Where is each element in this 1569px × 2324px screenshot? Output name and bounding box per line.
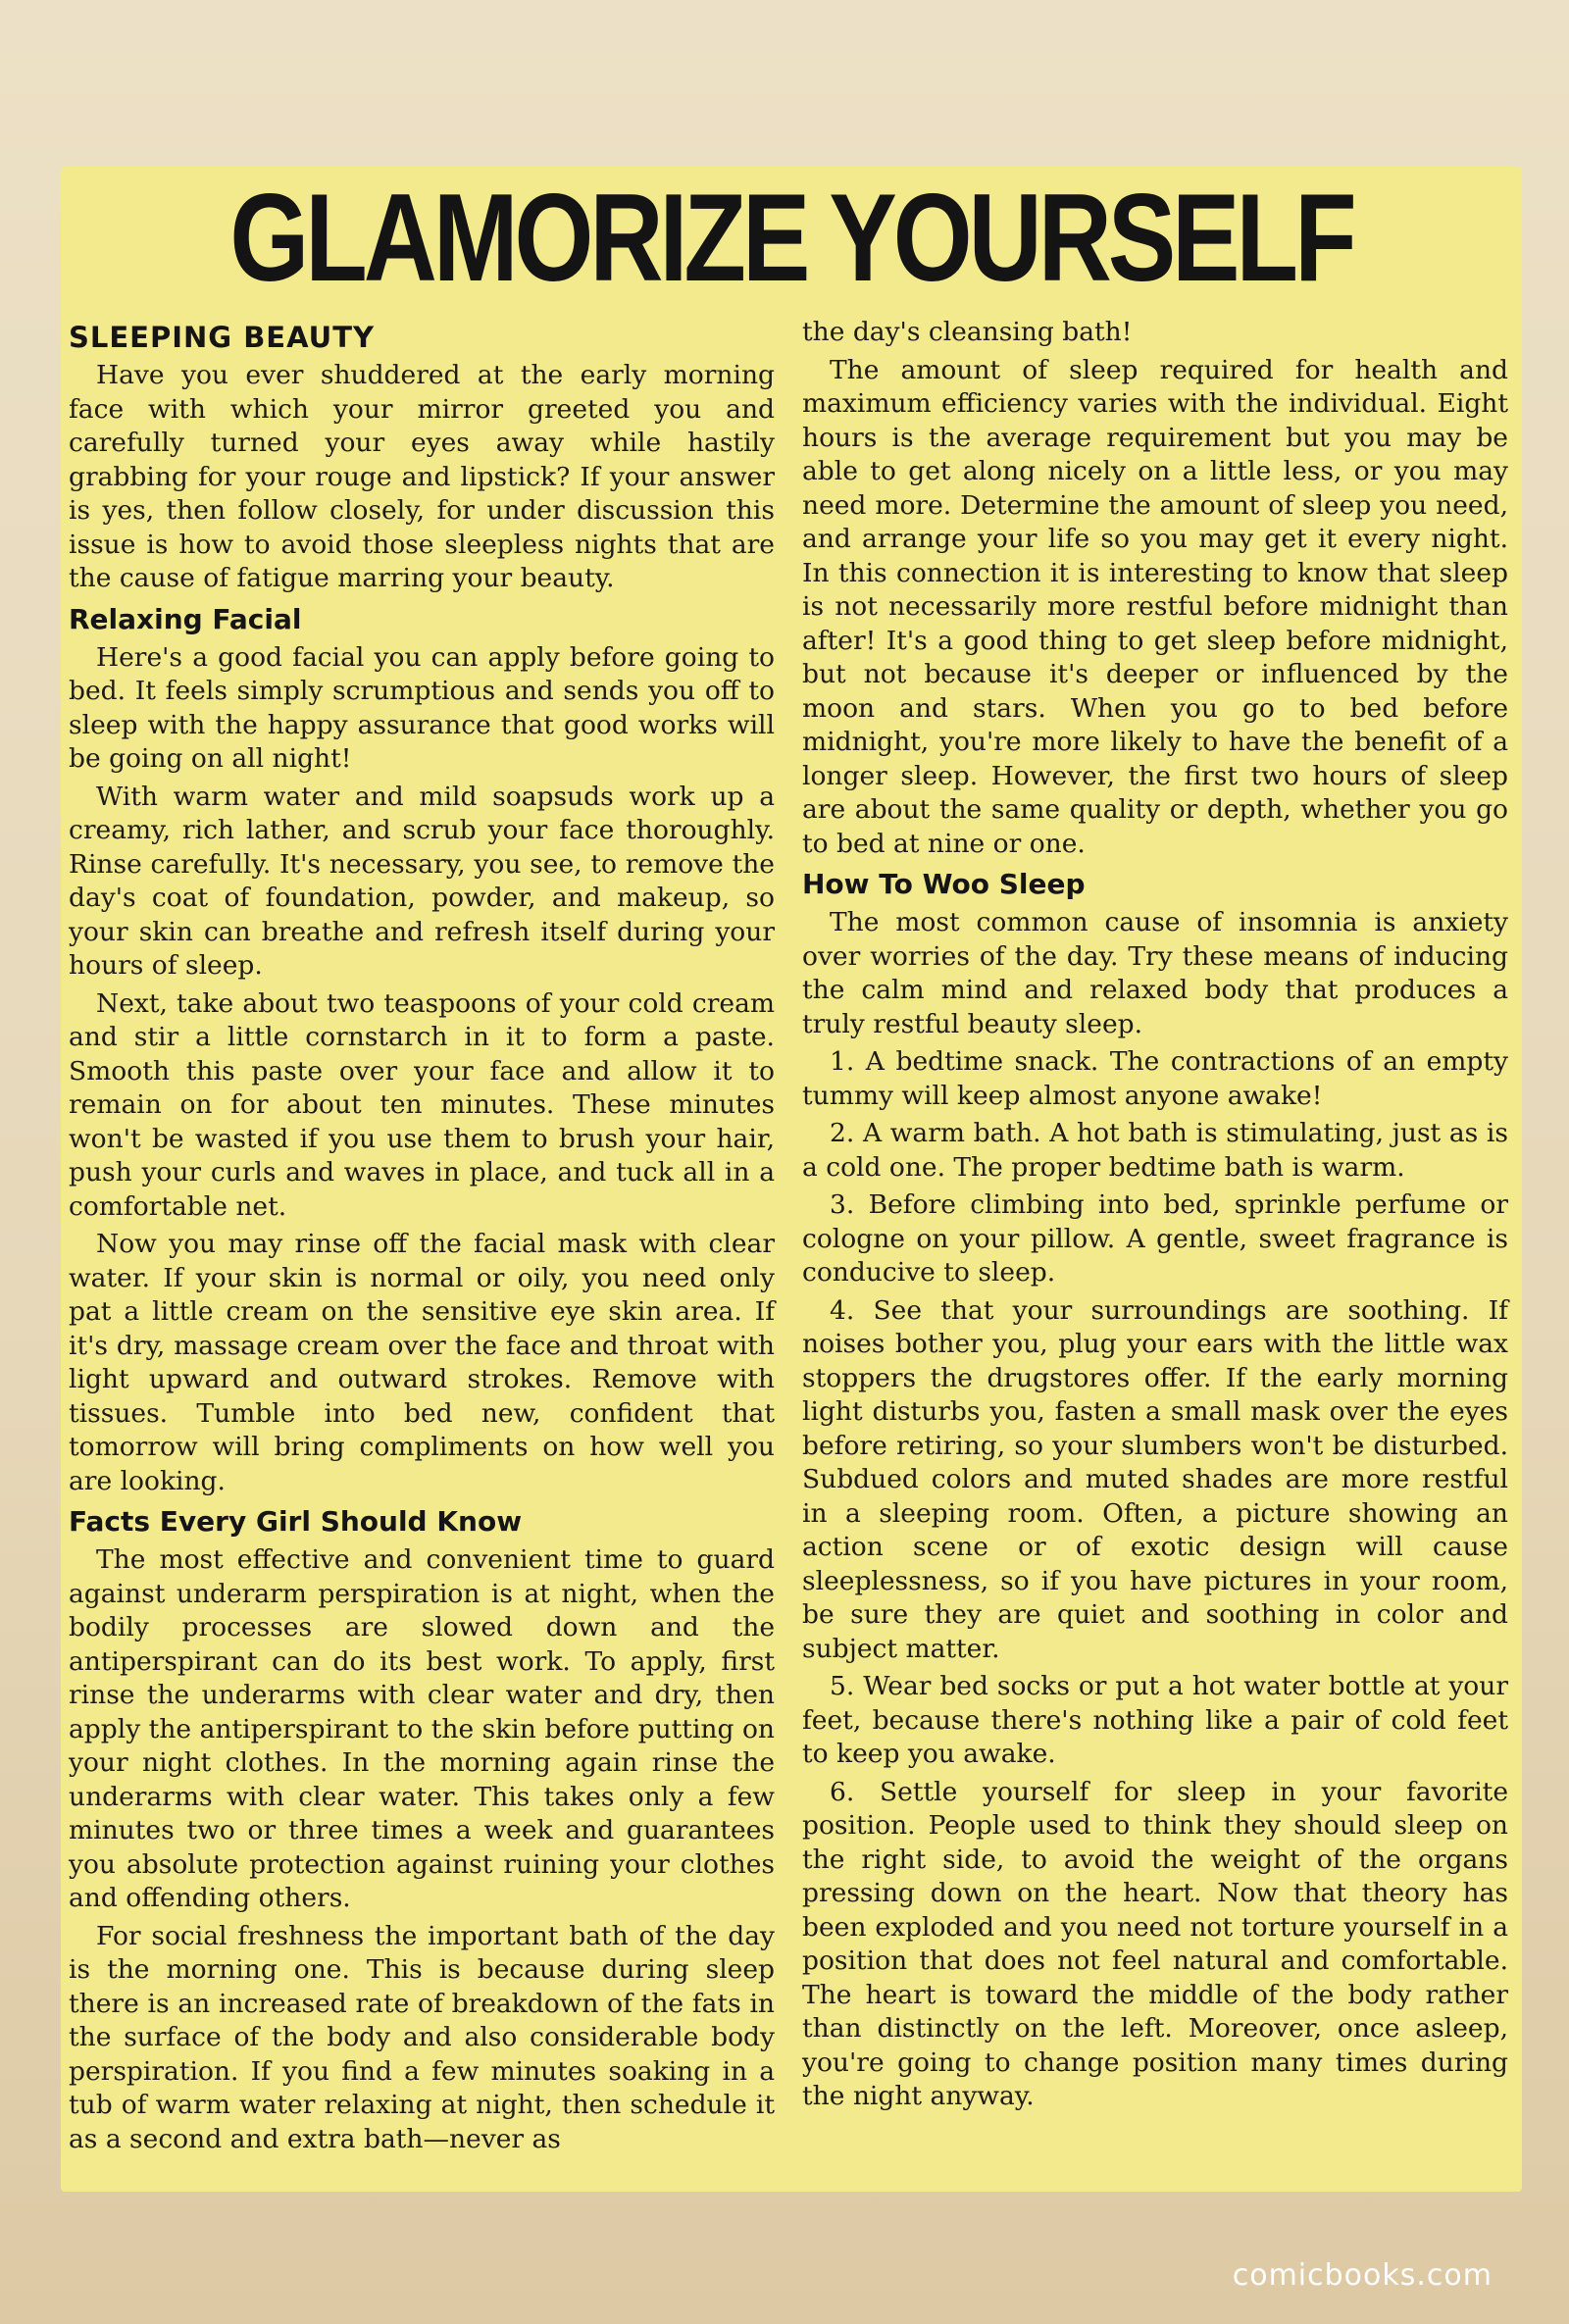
paragraph: For social freshness the important bath of the day is the morning one. This is because during sleep there is an increased rate of breakdown of the fats in the surface of the body and also considerable body perspiration. If you find a few minutes soaking in a tub of warm water relaxing at night, then schedule it as a second and extra bath—never as [69, 1920, 775, 2154]
paragraph: With warm water and mild soapsuds work up a creamy, rich lather, and scrub your face thoroughly. Rinse carefully. It's necessary, you see, to remove the day's coat of foundation, powder, and makeup, so your skin can breathe and refresh itself during your hours of sleep. [69, 781, 775, 981]
list-item: 2. A warm bath. A hot bath is stimulating, just as is a cold one. The proper bedtime bath is warm. [802, 1118, 1508, 1183]
article-title: GLAMORIZE YOURSELF [229, 169, 1353, 308]
list-item: 6. Settle yourself for sleep in your favorite position. People used to think they should sleep on the right side, to avoid the weight of the organs pressing down on the heart. Now that theory has been exploded and you need not torture yourself in a position that does not feel natural and comfortable. The heart is toward the middle of the body rather than distinctly on the left. Moreover, once asleep, you're going to change position many times during the night anyway. [802, 1776, 1508, 2111]
watermark: comicbooks.com [1232, 2258, 1493, 2293]
paragraph: Have you ever shuddered at the early morning face with which your mirror greeted you and carefully turned your eyes away while hastily grabbing for your rouge and lipstick? If your answer is yes, then follow closely, for under discussion this issue is how to avoid those sleepless nights that are the cause of fatigue marring your beauty. [69, 360, 775, 593]
list-item: 4. See that your surroundings are soothing. If noises bother you, plug your ears with the little wax stoppers the drugstores offer. If the early morning light disturbs you, fasten a small mask over the eyes before retiring, so your slumbers won't be disturbed. Subdued colors and muted shades are more restful in a sleeping room. Often, a picture showing an action scene or of exotic design will cause sleeplessness, so if you have pictures in your room, be sure they are quiet and soothing in color and subject matter. [802, 1294, 1508, 1664]
paragraph: The amount of sleep required for health and maximum efficiency varies with the individual. Eight hours is the average requirement but you may be able to get along nicely on a little less, or you may need more. Determine the amount of sleep you need, and arrange your life so you may get it every night. In this connection it is interesting to know that sleep is not necessarily more restful before midnight than after! It's a good thing to get sleep before midnight, but not because it's deeper or influenced by the moon and stars. When you go to bed before midnight, you're more likely to have the benefit of a longer sleep. However, the first two hours of sleep are about the same quality or depth, whether you go to bed at nine or one. [802, 354, 1508, 859]
paragraph-continued: the day's cleansing bath! [802, 317, 1133, 347]
list-item: 1. A bedtime snack. The contractions of an empty tummy will keep almost anyone awake! [802, 1046, 1508, 1111]
paragraph: Next, take about two teaspoons of your cold cream and stir a little cornstarch in it to form a paste. Smooth this paste over your face and allow it to remain on for about ten minutes. These minutes won't be wasted if you use them to brush your hair, push your curls and waves in place, and tuck all in a comfortable net. [69, 987, 775, 1222]
list-item: 3. Before climbing into bed, sprinkle perfume or cologne on your pillow. A gentle, sweet fragrance is conducive to sleep. [802, 1189, 1508, 1288]
left-column [69, 314, 775, 2160]
section-heading-sleeping-beauty: SLEEPING BEAUTY [69, 321, 375, 354]
section-heading-woo-sleep: How To Woo Sleep [802, 868, 1086, 900]
right-column [802, 316, 1508, 2118]
paragraph: The most effective and convenient time to guard against underarm perspiration is at night, when the bodily processes are slowed down and the antiperspirant can do its best work. To apply, first rinse the underarms with clear water and dry, then apply the antiperspirant to the skin before putting on your night clothes. In the morning again rinse the underarms with clear water. This takes only a few minutes two or three times a week and guarantees you absolute protection against ruining your clothes and offending others. [69, 1544, 775, 1913]
paragraph: Now you may rinse off the facial mask with clear water. If your skin is normal or oily, you need only pat a little cream on the sensitive eye skin area. If it's dry, massage cream over the face and throat with light upward and outward strokes. Remove with tissues. Tumble into bed new, confident that tomorrow will bring compliments on how well you are looking. [69, 1229, 775, 1496]
section-heading-relaxing-facial: Relaxing Facial [69, 602, 302, 635]
paragraph: The most common cause of insomnia is anxiety over worries of the day. Try these means of inducing the calm mind and relaxed body that produces a truly restful beauty sleep. [802, 907, 1508, 1039]
section-heading-facts: Facts Every Girl Should Know [69, 1505, 523, 1538]
list-item: 5. Wear bed socks or put a hot water bottle at your feet, because there's nothing like a pair of cold feet to keep you awake. [802, 1671, 1508, 1769]
paragraph: Here's a good facial you can apply before going to bed. It feels simply scrumptious and sends you off to sleep with the happy assurance that good works will be going on all night! [69, 641, 775, 774]
